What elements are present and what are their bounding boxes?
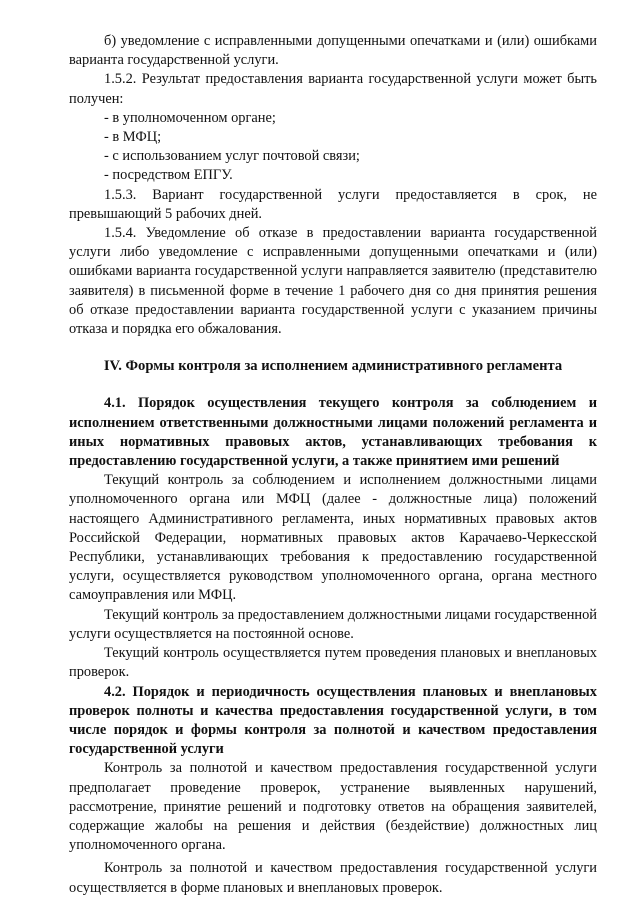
list-item: - с использованием услуг почтовой связи;	[104, 148, 360, 165]
heading-4-1: 4.1. Порядок осуществления текущего контроля за соблюдением и исполнением ответственными должностными лицами положений регламента и иных нормативных правовых актов, устанавливающих требования к предоставлению государственной услуги, а также принятием ими решений	[69, 395, 597, 470]
list-item: - посредством ЕПГУ.	[104, 167, 233, 184]
paragraph-1-5-4: 1.5.4. Уведомление об отказе в предоставлении варианта государственной услуги либо уведомление с исправленными допущенными опечатками и (или) ошибками варианта государственной услуги направляется заявителю (представителю заявителя) в письменной форме в течение 1 рабочего дня со дня принятия решения об отказе предоставлении варианта государственной услуги с указанием причины отказа и порядка его обжалования.	[69, 225, 597, 338]
list-item: - в МФЦ;	[104, 129, 162, 146]
paragraph-notice-corrections: б) уведомление с исправленными допущенными опечатками и (или) ошибками варианта государственной услуги.	[69, 33, 597, 69]
paragraph-inspection-forms: Контроль за полнотой и качеством предоставления государственной услуги осуществляется в форме плановых и внеплановых проверок.	[69, 860, 597, 896]
paragraph-permanent-basis: Текущий контроль за предоставлением должностными лицами государственной услуги осуществляется на постоянной основе.	[69, 606, 597, 642]
paragraph-1-5-2: 1.5.2. Результат предоставления варианта государственной услуги может быть получен:	[69, 71, 597, 107]
paragraph-current-control: Текущий контроль за соблюдением и исполнением должностными лицами уполномоченного органа или МФЦ (далее - должностные лица) положений настоящего Административного регламента, иных нормативных правовых актов Российской Федерации, нормативных правовых актов Карачаево-Черкесской Республики, устанавливающих требования к предоставлению государственной услуги, осуществляется руководством уполномоченного органа, органа местного самоуправления или МФЦ.	[69, 472, 597, 604]
section-title: IV. Формы контроля за исполнением административного регламента	[103, 358, 563, 375]
result-channels-list	[69, 109, 597, 186]
paragraph-completeness-control: Контроль за полнотой и качеством предоставления государственной услуги предполагает проведение проверок, устранение выявленных нарушений, рассмотрение, принятие решений и подготовку ответов на обращения заявителей, содержащие жалобы на решения и действия (бездействие) должностных лиц уполномоченного органа.	[69, 760, 597, 854]
list-item: - в уполномоченном органе;	[104, 109, 276, 126]
document-page	[69, 32, 597, 898]
heading-4-2: 4.2. Порядок и периодичность осуществления плановых и внеплановых проверок полноты и качества предоставления государственной услуги, в том числе порядок и формы контроля за полнотой и качеством предоставления государственной услуги	[69, 683, 597, 758]
paragraph-inspections: Текущий контроль осуществляется путем проведения плановых и внеплановых проверок.	[69, 645, 597, 681]
paragraph-1-5-3: 1.5.3. Вариант государственной услуги предоставляется в срок, не превышающий 5 рабочих дней.	[69, 186, 597, 222]
